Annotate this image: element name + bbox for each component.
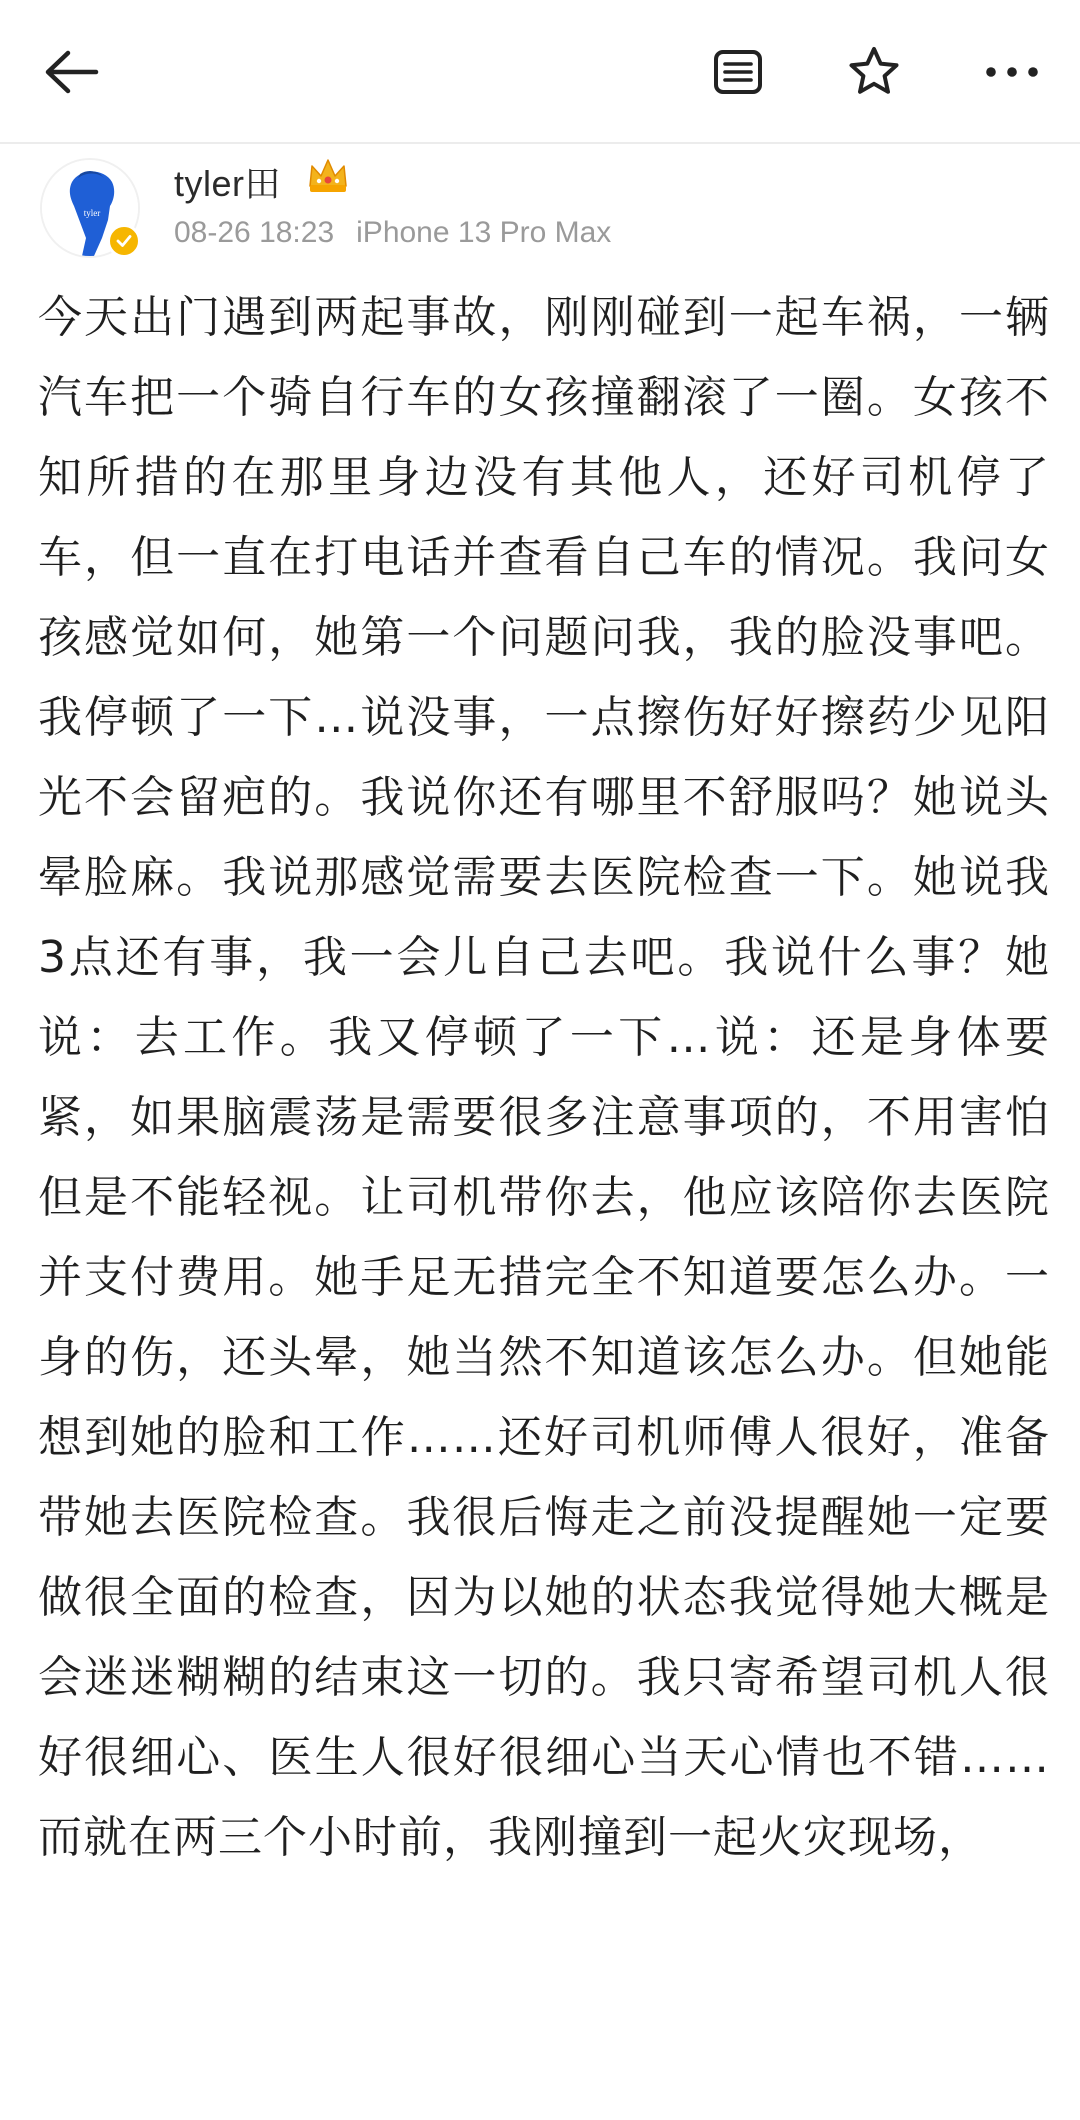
star-outline-icon xyxy=(846,44,902,100)
post-meta xyxy=(174,216,611,250)
reader-mode-button[interactable] xyxy=(700,36,776,108)
favorite-button[interactable] xyxy=(836,34,912,110)
verified-badge xyxy=(107,224,141,258)
crown-icon xyxy=(306,156,350,196)
post-header xyxy=(0,146,1080,266)
svg-text:tyler: tyler xyxy=(83,208,101,218)
post-timestamp: 08-26 18:23 xyxy=(174,216,335,249)
reader-mode-icon xyxy=(712,48,764,96)
more-dots-icon xyxy=(984,65,1040,79)
verified-check-icon xyxy=(115,232,133,250)
top-navigation-bar xyxy=(0,0,1080,144)
arrow-left-icon xyxy=(40,47,100,97)
author-name[interactable]: tyler田 xyxy=(174,163,282,204)
more-options-button[interactable] xyxy=(972,36,1052,108)
back-button[interactable] xyxy=(30,36,110,108)
post-content: 今天出门遇到两起事故，刚刚碰到一起车祸，一辆汽车把一个骑自行车的女孩撞翻滚了一圈。女孩不知所措的在那里身边没有其他人，还好司机停了车，但一直在打电话并查看自己车的情况。我问女孩感觉如何，她第一个问题问我，我的脸没事吧。我停顿了一下…说没事，一点擦伤好好擦药少见阳光不会留疤的。我说你还有哪里不舒服吗？她说头晕脸麻。我说那感觉需要去医院检查一下。她说我3点还有事，我一会儿自己去吧。我说什么事？她说：去工作。我又停顿了一下…说：还是身体要紧，如果脑震荡是需要很多注意事项的，不用害怕但是不能轻视。让司机带你去，他应该陪你去医院并支付费用。她手足无措完全不知道要怎么办。一身的伤，还头晕，她当然不知道该怎么办。但她能想到她的脸和工作……还好司机师傅人很好，准备带她去医院检查。我很后悔走之前没提醒她一定要做很全面的检查，因为以她的状态我觉得她大概是会迷迷糊糊的结束这一切的。我只寄希望司机人很好很细心、医生人很好很细心当天心情也不错……而就在两三个小时前，我刚撞到一起火灾现场， xyxy=(38,292,1050,1863)
post-device: iPhone 13 Pro Max xyxy=(356,216,612,249)
